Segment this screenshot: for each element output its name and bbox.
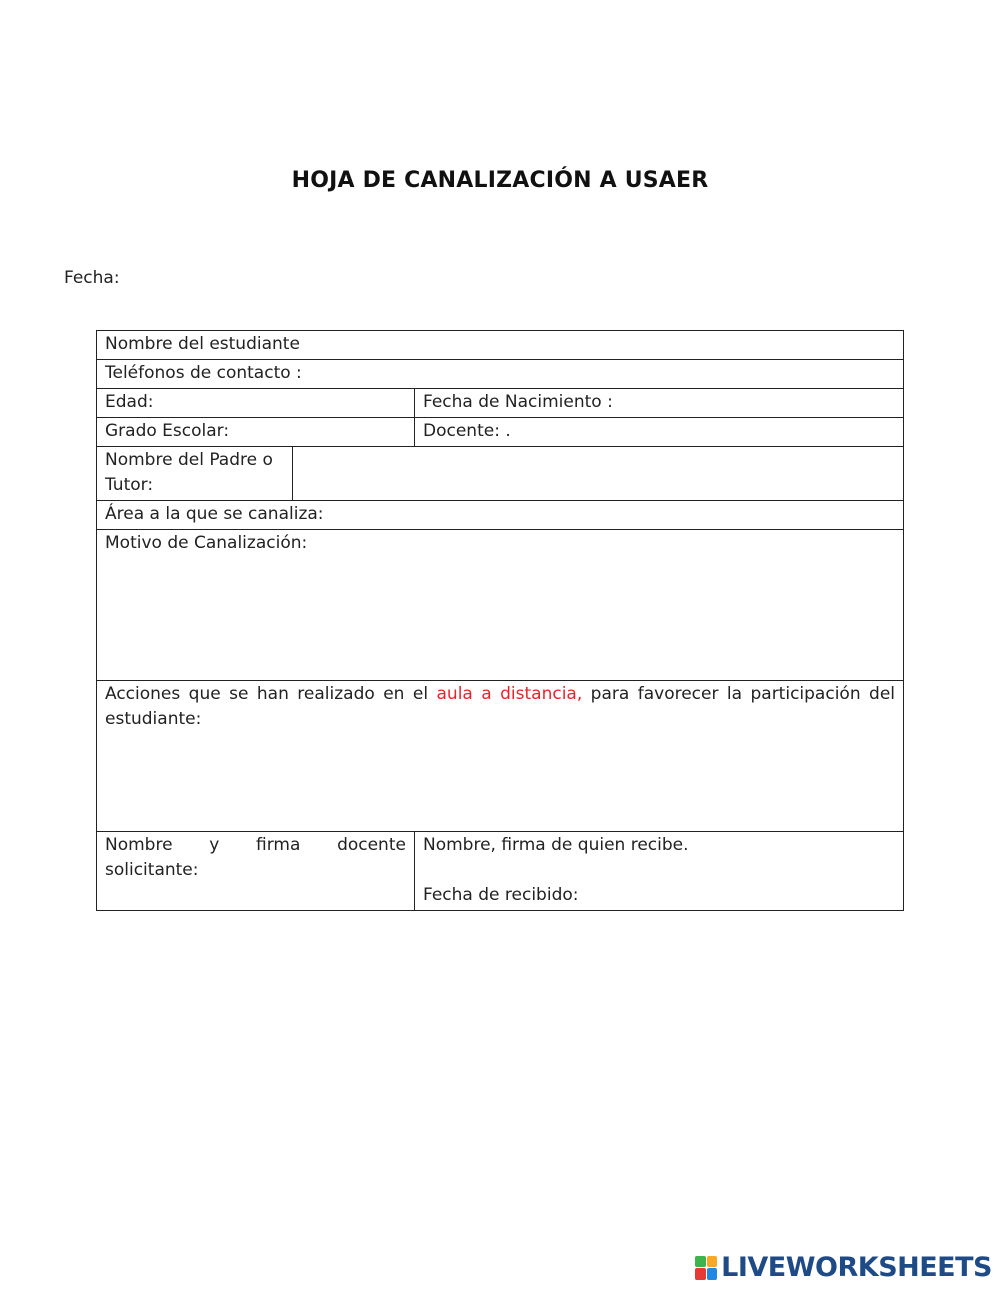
nombre-estudiante-field[interactable]: [97, 331, 904, 360]
logo-text: LIVEWORKSHEETS: [721, 1252, 992, 1283]
row-motivo: [97, 530, 904, 681]
firma-docente-word: Nombre: [105, 835, 173, 855]
fecha-recibido-label: Fecha de recibido:: [423, 885, 579, 905]
logo-square-yellow: [707, 1256, 718, 1268]
row-acciones: [97, 681, 904, 832]
firma-docente-line2: solicitante:: [105, 860, 199, 880]
spacer: [423, 858, 895, 883]
liveworksheets-logo-icon: [695, 1256, 717, 1280]
row-nombre-estudiante: [97, 331, 904, 360]
firma-docente-word: firma: [255, 835, 301, 855]
grado-escolar-label: Grado Escolar:: [105, 421, 230, 441]
grado-escolar-field[interactable]: [97, 418, 415, 447]
docente-label: Docente: .: [423, 421, 511, 441]
acciones-text-end: para favorecer la participación del estudiante:: [105, 684, 896, 729]
logo-square-blue: [707, 1268, 718, 1280]
padre-tutor-label: Nombre del Padre o Tutor:: [105, 450, 273, 495]
motivo-field[interactable]: [97, 530, 904, 681]
padre-tutor-label-cell: [97, 447, 293, 501]
firma-recibe-label: Nombre, firma de quien recibe.: [423, 835, 689, 855]
area-field[interactable]: [97, 501, 904, 530]
firma-docente-field[interactable]: [97, 832, 415, 911]
firma-docente-word: y: [209, 835, 220, 855]
row-edad-fecha-nacimiento: [97, 389, 904, 418]
motivo-label: Motivo de Canalización:: [105, 533, 308, 553]
edad-field[interactable]: [97, 389, 415, 418]
telefonos-field[interactable]: [97, 360, 904, 389]
acciones-text-start: Acciones que se han realizado en el: [105, 684, 437, 704]
acciones-highlight: aula a distancia,: [436, 684, 583, 704]
row-area: [97, 501, 904, 530]
row-grado-docente: [97, 418, 904, 447]
fecha-nacimiento-field[interactable]: [415, 389, 904, 418]
nombre-estudiante-label: Nombre del estudiante: [105, 334, 300, 354]
fecha-nacimiento-label: Fecha de Nacimiento :: [423, 392, 613, 412]
logo-square-red: [695, 1268, 706, 1280]
telefonos-label: Teléfonos de contacto :: [105, 363, 302, 383]
edad-label: Edad:: [105, 392, 154, 412]
row-telefonos: [97, 360, 904, 389]
area-label: Área a la que se canaliza:: [105, 504, 324, 524]
docente-field[interactable]: [415, 418, 904, 447]
firma-docente-line1: [105, 833, 406, 858]
acciones-label: [105, 682, 895, 732]
liveworksheets-logo: [695, 1252, 992, 1283]
firma-docente-word: docente: [337, 835, 406, 855]
logo-square-green: [695, 1256, 706, 1268]
padre-tutor-input[interactable]: [293, 447, 904, 501]
firma-recibe-field[interactable]: [415, 832, 904, 911]
fecha-label: Fecha:: [64, 268, 120, 288]
page-title: HOJA DE CANALIZACIÓN A USAER: [291, 168, 709, 193]
canalizacion-form-table: [96, 330, 904, 911]
row-firmas: [97, 832, 904, 911]
row-padre-tutor: [97, 447, 904, 501]
acciones-field[interactable]: [97, 681, 904, 832]
